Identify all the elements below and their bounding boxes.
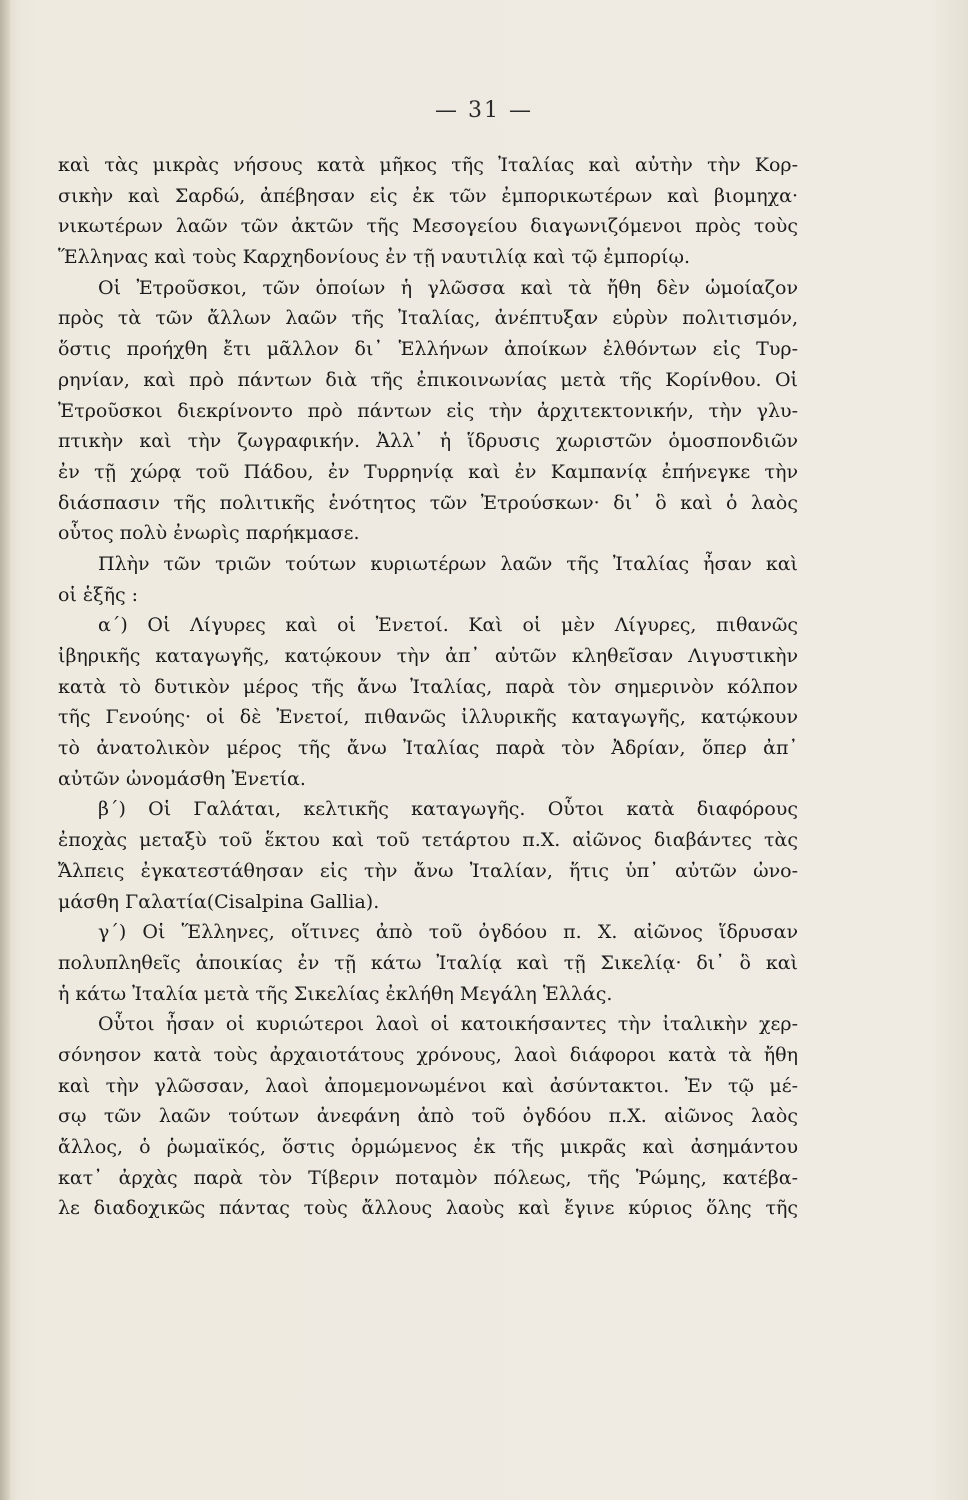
text-line: πολυπληθεῖς ἀποικίας ἐν τῇ κάτω Ἰταλίᾳ καὶ τῇ Σικελίᾳ· δι᾽ ὃ καὶ	[58, 951, 798, 974]
text-line: διάσπασιν τῆς πολιτικῆς ἑνότητος τῶν Ἐτρούσκων· δι᾽ ὃ καὶ ὁ λαὸς	[58, 491, 798, 514]
text-line: οὗτος πολὺ ἐνωρὶς παρήκμασε.	[58, 522, 360, 545]
text-line: αὐτῶν ὠνομάσθη Ἐνετία.	[58, 767, 306, 790]
text-line: ἐποχὰς μεταξὺ τοῦ ἕκτου καὶ τοῦ τετάρτου π.Χ. αἰῶνος διαβάντες τὰς	[58, 829, 798, 852]
text-line: κατὰ τὸ δυτικὸν μέρος τῆς ἄνω Ἰταλίας, παρὰ τὸν σημερινὸν κόλπον	[58, 675, 798, 698]
text-line: λε διαδοχικῶς πάντας τοὺς ἄλλους λαοὺς καὶ ἔγινε κύριος ὅλης τῆς	[58, 1197, 798, 1220]
text-line: πρὸς τὰ τῶν ἄλλων λαῶν τῆς Ἰταλίας, ἀνέπτυξαν εὐρὺν πολιτισμόν,	[58, 307, 798, 330]
page-number: — 31 —	[435, 98, 533, 123]
text-line: ρηνίαν, καὶ πρὸ πάντων διὰ τῆς ἐπικοινωνίας μετὰ τῆς Κορίνθου. Οἱ	[58, 368, 798, 391]
text-line: καὶ τὰς μικρὰς νήσους κατὰ μῆκος τῆς Ἰταλίας καὶ αὐτὴν τὴν Κορ-	[58, 154, 798, 176]
text-line: κατ᾽ ἀρχὰς παρὰ τὸν Τίβεριν ποταμὸν πόλεως, τῆς Ῥώμης, κατέβα-	[58, 1166, 798, 1189]
text-line: σικὴν καὶ Σαρδώ, ἀπέβησαν εἰς ἐκ τῶν ἐμπορικωτέρων καὶ βιομηχα·	[58, 184, 798, 207]
page-spine-shadow	[0, 0, 10, 1500]
text-line: ὅστις προήχθη ἔτι μᾶλλον δι᾽ Ἑλλήνων ἀποίκων ἐλθόντων εἰς Τυρ-	[58, 338, 798, 361]
text-line: μάσθη Γαλατία(Cisalpina Gallia).	[58, 890, 380, 913]
text-line: Πλὴν τῶν τριῶν τούτων κυριωτέρων λαῶν τῆς Ἰταλίας ἦσαν καὶ	[98, 552, 798, 575]
text-line: γ΄) Οἱ Ἕλληνες, οἵτινες ἀπὸ τοῦ ὀγδόου π. Χ. αἰῶνος ἵδρυσαν	[98, 921, 798, 944]
text-line: Ἐτροῦσκοι διεκρίνοντο πρὸ πάντων εἰς τὴν ἀρχιτεκτονικήν, τὴν γλυ-	[58, 399, 798, 422]
text-line: νικωτέρων λαῶν τῶν ἀκτῶν τῆς Μεσογείου διαγωνιζόμενοι πρὸς τοὺς	[58, 215, 798, 238]
body-text	[58, 150, 798, 1224]
text-line: οἱ ἑξῆς :	[58, 583, 139, 606]
text-line: ἐν τῇ χώρᾳ τοῦ Πάδου, ἐν Τυρρηνίᾳ καὶ ἐν Καμπανίᾳ ἐπήνεγκε τὴν	[58, 460, 798, 483]
text-line: τὸ ἀνατολικὸν μέρος τῆς ἄνω Ἰταλίας παρὰ τὸν Ἀδρίαν, ὅπερ ἀπ᾽	[58, 737, 798, 760]
text-line: ἄλλος, ὁ ῥωμαϊκός, ὅστις ὁρμώμενος ἐκ τῆς μικρᾶς καὶ ἀσημάντου	[58, 1136, 798, 1158]
text-line: ἰβηρικῆς καταγωγῆς, κατῴκουν τὴν ἀπ᾽ αὐτῶν κληθεῖσαν Λιγυστικὴν	[58, 645, 798, 667]
text-line: τῆς Γενούης· οἱ δὲ Ἐνετοί, πιθανῶς ἰλλυρικῆς καταγωγῆς, κατῴκουν	[58, 706, 798, 729]
text-line: Οὗτοι ἦσαν οἱ κυριώτεροι λαοὶ οἱ κατοικήσαντες τὴν ἰταλικὴν χερ-	[98, 1013, 798, 1036]
text-line: Οἱ Ἐτροῦσκοι, τῶν ὁποίων ἡ γλῶσσα καὶ τὰ ἤθη δὲν ὡμοίαζον	[98, 276, 798, 299]
text-line: πτικὴν καὶ τὴν ζωγραφικήν. Ἀλλ᾽ ἡ ἵδρυσις χωριστῶν ὁμοσπονδιῶν	[58, 430, 798, 453]
text-line: σῳ τῶν λαῶν τούτων ἀνεφάνη ἀπὸ τοῦ ὀγδόου π.Χ. αἰῶνος λαὸς	[58, 1105, 798, 1128]
text-line: Ἕλληνας καὶ τοὺς Καρχηδονίους ἐν τῇ ναυτιλίᾳ καὶ τῷ ἐμπορίῳ.	[58, 246, 691, 269]
text-line: ἡ κάτω Ἰταλία μετὰ τῆς Σικελίας ἐκλήθη Μεγάλη Ἑλλάς.	[58, 982, 613, 1005]
text-line: β΄) Οἱ Γαλάται, κελτικῆς καταγωγῆς. Οὗτοι κατὰ διαφόρους	[98, 798, 798, 821]
text-line: καὶ τὴν γλῶσσαν, λαοὶ ἀπομεμονωμένοι καὶ ἀσύντακτοι. Ἐν τῷ μέ-	[58, 1074, 798, 1097]
text-line: α΄) Οἱ Λίγυρες καὶ οἱ Ἐνετοί. Καὶ οἱ μὲν Λίγυρες, πιθανῶς	[98, 614, 798, 637]
text-line: Ἄλπεις ἐγκατεστάθησαν εἰς τὴν ἄνω Ἰταλίαν, ἥτις ὑπ᾽ αὐτῶν ὠνο-	[58, 859, 798, 882]
text-line: σόνησον κατὰ τοὺς ἀρχαιοτάτους χρόνους, λαοὶ διάφοροι κατὰ τὰ ἤθη	[58, 1043, 798, 1066]
